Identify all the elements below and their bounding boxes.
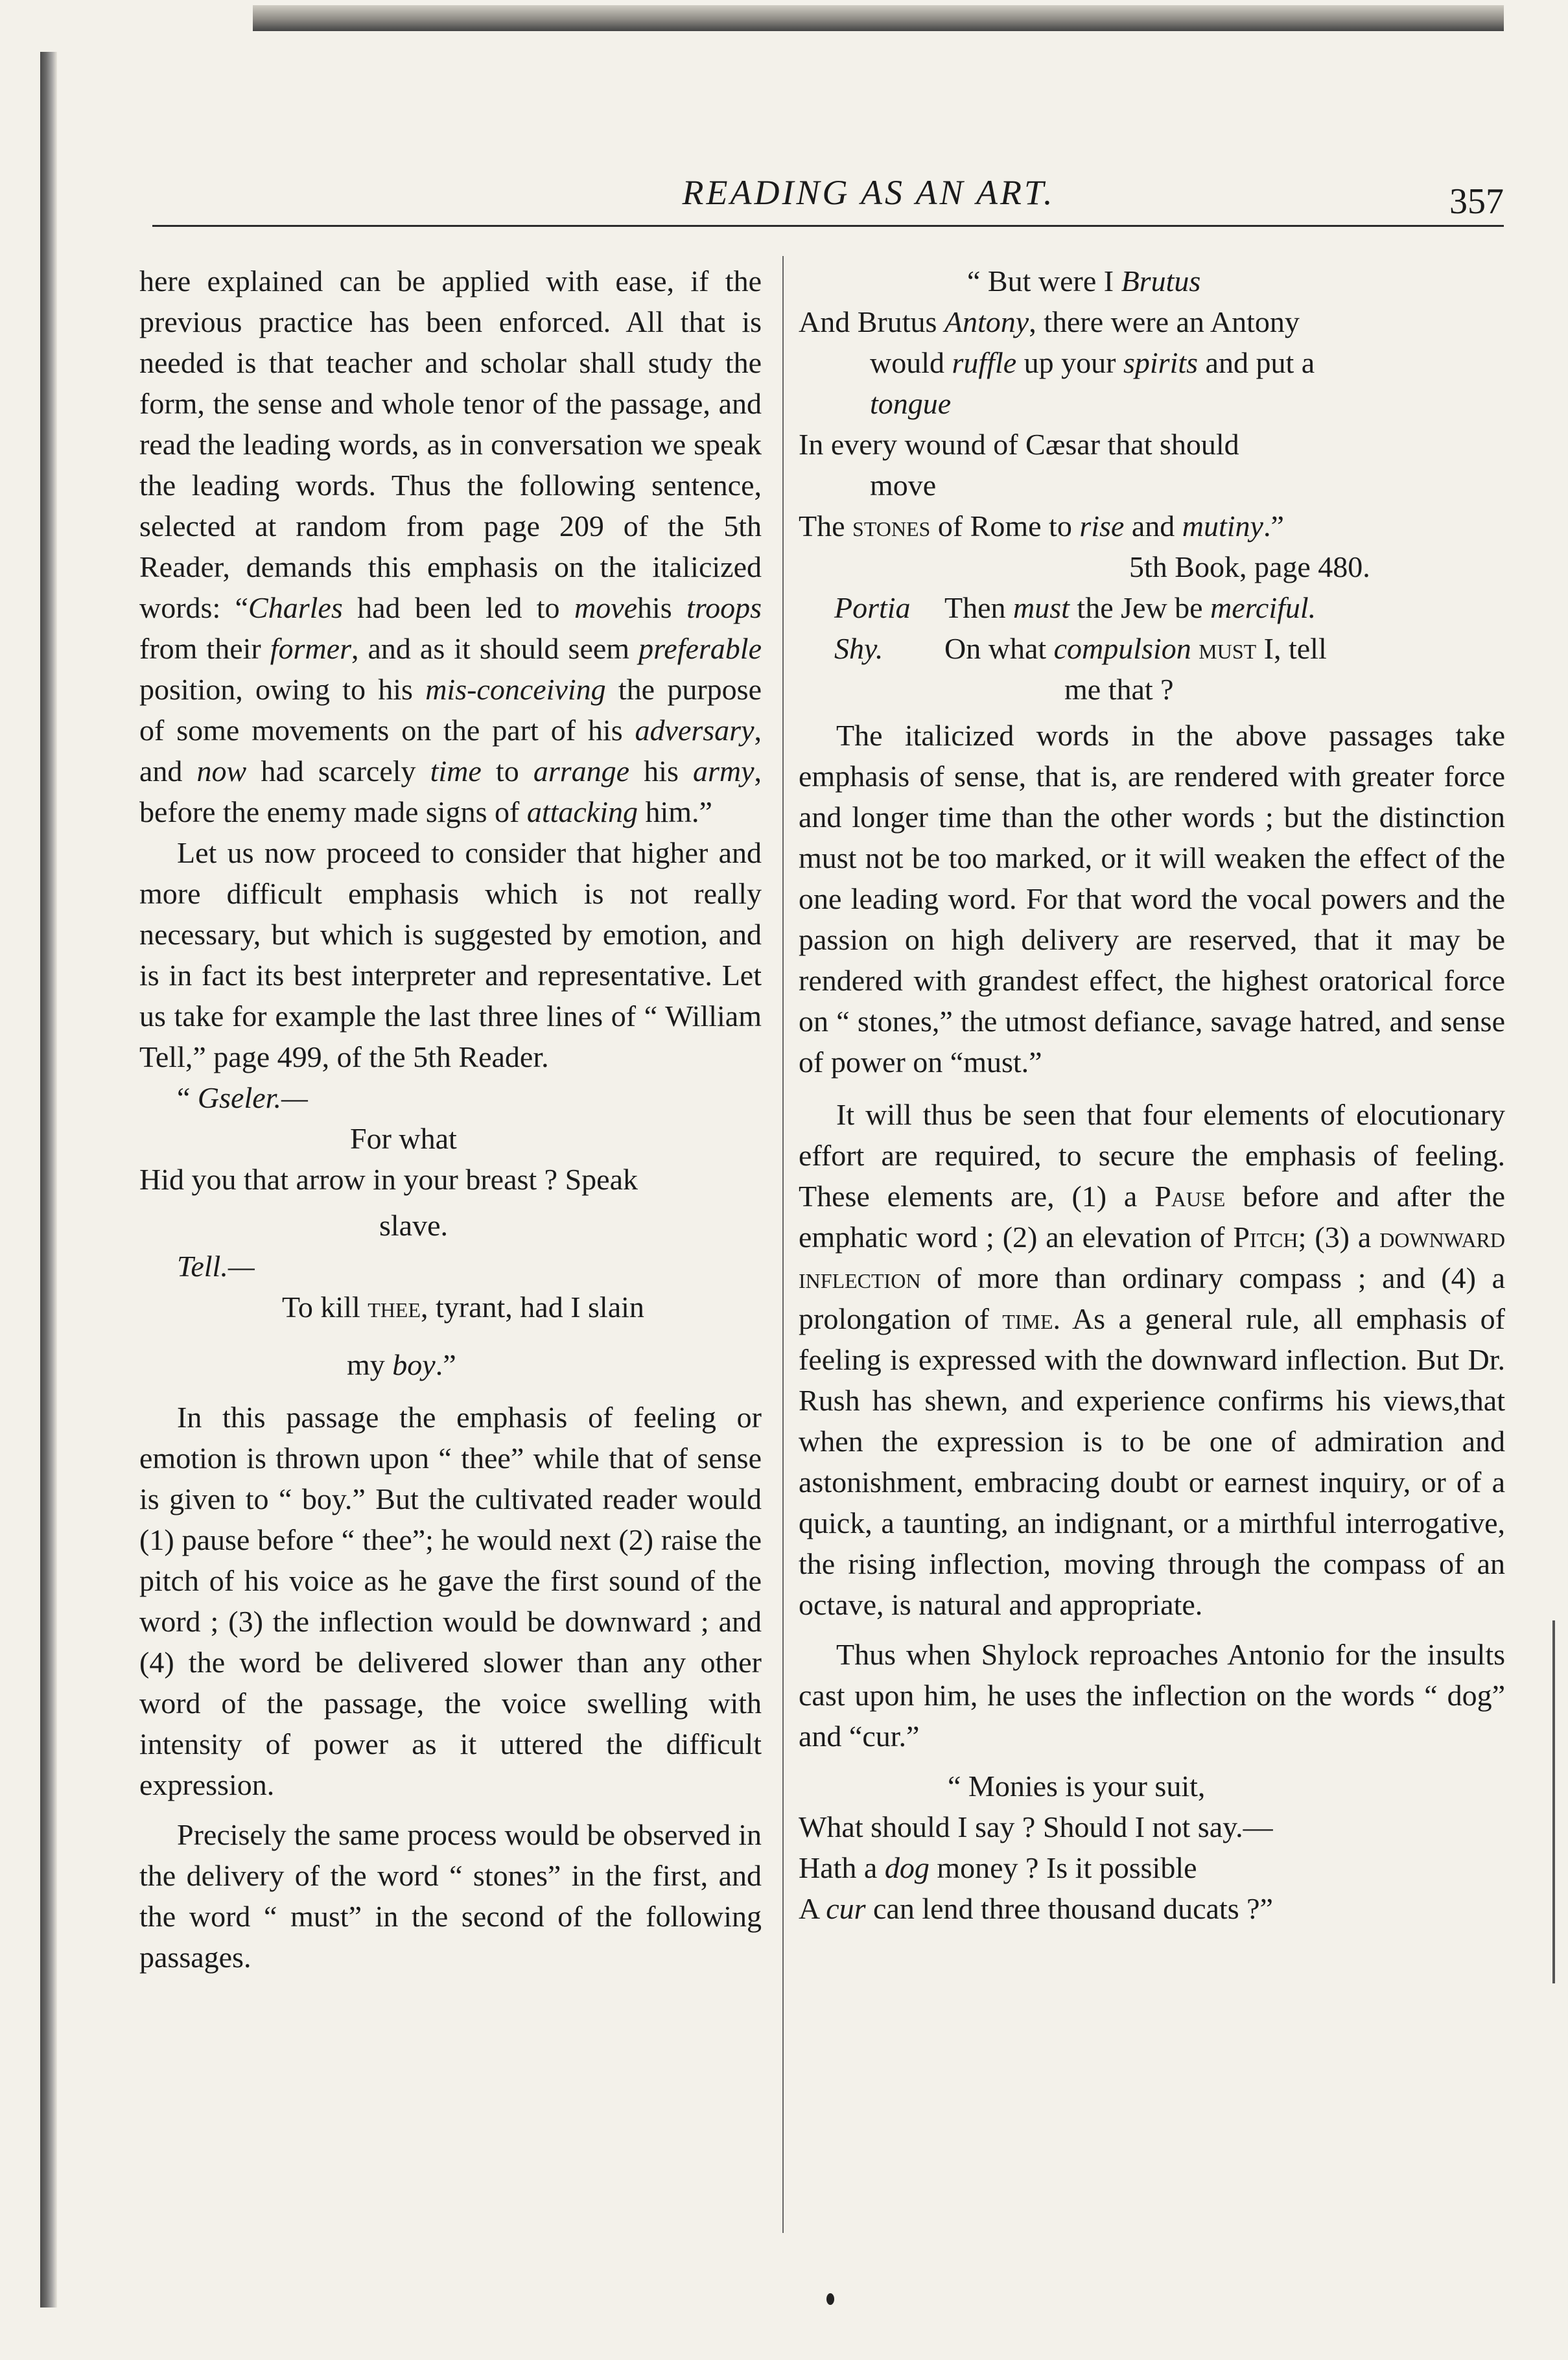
left-paragraph-4: Precisely the same process would be observed in the delivery of the word “ stones” in the first, and the word “ must” in the second of the following passages. <box>139 1818 762 1974</box>
small-caps-word: Pitch <box>1233 1221 1298 1254</box>
verse-text: To kill <box>282 1291 368 1324</box>
scan-binding-edge <box>40 52 57 2307</box>
speaker-name: Tell.— <box>177 1250 255 1283</box>
italic-word: must <box>1013 591 1070 624</box>
italic-word: spirits <box>1123 346 1199 379</box>
italic-word: dog <box>884 1851 930 1884</box>
quote-text: had scarcely <box>246 754 430 788</box>
page-header <box>152 165 1504 237</box>
italic-word: army <box>692 754 755 788</box>
quote-text: the purpose of some movements on the part of his <box>139 673 762 747</box>
speaker-name: Shy. <box>834 632 883 665</box>
verse-text: money ? Is it possible <box>929 1851 1197 1884</box>
verse-line: slave. <box>379 1209 449 1242</box>
verse-line <box>799 342 1505 383</box>
verse-line <box>799 628 1505 669</box>
shylock-verse <box>799 1766 1505 1929</box>
speaker-name: Portia <box>834 591 911 624</box>
small-caps-word: thee <box>368 1291 421 1324</box>
quote-text: his <box>629 754 693 788</box>
italic-word: cur <box>826 1892 866 1925</box>
quote-mark: “ <box>177 1081 198 1114</box>
header-rule <box>152 225 1504 227</box>
italic-word: time <box>430 754 482 788</box>
left-paragraph-1 <box>139 261 762 832</box>
verse-line <box>799 383 1505 424</box>
quote-text: position, owing to his <box>139 673 426 706</box>
verse-line <box>799 1888 1505 1929</box>
italic-word: troops <box>686 591 762 624</box>
small-caps-word: time <box>1002 1302 1053 1335</box>
verse-line: “ Monies is your suit, <box>948 1770 1206 1803</box>
verse-text: .” <box>435 1348 456 1381</box>
italic-word: compulsion <box>1053 632 1191 665</box>
paragraph-gap <box>799 1625 1505 1634</box>
quote-text: to <box>481 754 533 788</box>
italic-word: Charles <box>248 591 343 624</box>
paragraph-text: before and after the emphatic word ; (2) an elevation of <box>799 1180 1505 1254</box>
verse-text: A <box>799 1892 826 1925</box>
italic-word: merciful. <box>1210 591 1316 624</box>
verse-text: and <box>1124 509 1182 543</box>
right-paragraph-1: The italicized words in the above passages take emphasis of sense, that is, are rendered with greater force and longer time than the other words ; but the distinction must not be too marked, or it will weaken the effect of the one leading word. For that word the vocal powers and the passion on high delivery are reserved, that it may be rendered with grandest effect, the highest oratorical force on “ stones,” the utmost defiance, savage hatred, and sense of power on “must.” <box>799 719 1505 1079</box>
quote-text: his <box>637 591 687 624</box>
verse-text: And Brutus <box>799 305 944 338</box>
verse-line <box>139 1344 762 1385</box>
quote-text: from their <box>139 632 270 665</box>
verse-line: Hid you that arrow in your breast ? Speak <box>139 1163 638 1196</box>
italic-word: preferable <box>638 632 762 665</box>
verse-line <box>139 1287 762 1327</box>
verse-line: What should I say ? Should I not say.— <box>799 1810 1273 1843</box>
quote-text: , before the enemy made signs of <box>139 754 762 828</box>
verse-line: In every wound of Cæsar that should <box>799 428 1239 461</box>
verse-line <box>799 301 1505 342</box>
verse-text: I, tell <box>1256 632 1327 665</box>
scan-top-edge <box>253 5 1504 31</box>
verse-text: , there were an Antony <box>1029 305 1300 338</box>
right-column <box>799 261 1505 1929</box>
verse-text: up your <box>1016 346 1123 379</box>
quote-text: , and as it should seem <box>351 632 639 665</box>
verse-text: “ But were I <box>967 264 1121 298</box>
column-divider <box>782 256 784 2233</box>
left-paragraph-2: Let us now proceed to consider that higher and more difficult emphasis which is not really necessary, but which is suggested by emotion, and is in fact its best interpreter and representative. Let us take for example the last three lines of “ William Tell,” page 499, of the 5th Reader. <box>139 836 762 1073</box>
verse-text: would <box>870 346 952 379</box>
verse-text: Then <box>944 591 1014 624</box>
italic-word: boy <box>392 1348 436 1381</box>
italic-word: now <box>196 754 247 788</box>
italic-word: rise <box>1079 509 1125 543</box>
left-column <box>139 261 762 1978</box>
italic-word: adversary <box>635 714 755 747</box>
quote-text: had been led to <box>342 591 574 624</box>
verse-line <box>799 587 1505 628</box>
caesar-verse <box>799 261 1505 587</box>
paragraph-gap <box>139 1805 762 1814</box>
paragraph-text: of more than ordinary compass ; and (4) a prolongation of <box>799 1261 1505 1335</box>
scan-right-edge <box>1552 1620 1555 1983</box>
verse-text: , tyrant, had I slain <box>420 1291 644 1324</box>
verse-text: the Jew be <box>1069 591 1211 624</box>
verse-line <box>139 1246 762 1287</box>
paragraph-gap <box>799 710 1505 715</box>
merchant-verse <box>799 587 1505 710</box>
italic-word: ruffle <box>952 346 1017 379</box>
verse-text: Hath a <box>799 1851 885 1884</box>
italic-word: mis-conceiving <box>425 673 606 706</box>
verse-line: move <box>870 469 937 502</box>
small-caps-word: Pause <box>1154 1180 1226 1213</box>
italic-word: arrange <box>533 754 630 788</box>
right-paragraph-2 <box>799 1094 1505 1625</box>
verse-text: my <box>347 1348 393 1381</box>
italic-word: Antony <box>944 305 1029 338</box>
right-paragraph-3: Thus when Shylock reproaches Antonio for the insults cast upon him, he uses the inflection on the words “ dog” and “cur.” <box>799 1638 1505 1753</box>
verse-line <box>799 506 1505 546</box>
italic-word: attacking <box>526 795 638 828</box>
tell-verse <box>139 1077 762 1385</box>
left-paragraph-3: In this passage the emphasis of feeling or emotion is thrown upon “ thee” while that of sense is given to “ boy.” But the cultivated reader would (1) pause before “ thee”; he would next (2) raise the pitch of his voice as he gave the first sound of the word ; (3) the inflection would be downward ; and (4) the word be delivered slower than any other word of the passage, the voice swelling with intensity of power as it uttered the difficult expression. <box>139 1401 762 1801</box>
small-caps-word: stones <box>852 509 931 543</box>
speaker-name: Gseler.— <box>197 1081 308 1114</box>
verse-line <box>139 1077 762 1118</box>
verse-line: For what <box>350 1122 457 1155</box>
paragraph-text: It will thus be seen that four elements of elocutionary effort are required, to secure the emphasis of feeling. These elements are, (1) a <box>799 1098 1505 1213</box>
quote-text: him.” <box>638 795 712 828</box>
verse-text: of Rome to <box>930 509 1080 543</box>
page-number: 357 <box>1449 181 1504 222</box>
scan-speck <box>826 2293 834 2305</box>
paragraph-text: . As a general rule, all emphasis of feeling is expressed with the downward inflection. But Dr. Rush has shewn, and experience confirms his views,that when the expression is to be one of admiration and astonishment, embracing doubt or earnest inquiry, or of a quick, a taunting, an indignant, or a mirthful interrogative, the rising inflection, moving through the compass of an octave, is natural and appropriate. <box>799 1302 1505 1621</box>
small-caps-word: downward inflection <box>799 1221 1505 1294</box>
running-head: READING AS AN ART. <box>682 173 1055 212</box>
italic-word: move <box>574 591 638 624</box>
verse-line: me that ? <box>1064 673 1174 706</box>
italic-word: former <box>270 632 351 665</box>
italic-word: Brutus <box>1121 264 1201 298</box>
italic-word: tongue <box>870 387 952 420</box>
verse-text: and put a <box>1198 346 1315 379</box>
small-caps-word: must <box>1191 632 1257 665</box>
verse-text: The <box>799 509 853 543</box>
italic-word: mutiny <box>1182 509 1263 543</box>
paragraph-gap <box>799 1082 1505 1094</box>
paragraph-text: ; (3) a <box>1298 1221 1380 1254</box>
verse-source: 5th Book, page 480. <box>1129 550 1370 583</box>
verse-text: .” <box>1263 509 1284 543</box>
verse-text: can lend three thousand ducats ?” <box>865 1892 1273 1925</box>
verse-line <box>799 261 1505 301</box>
quote-text: , and <box>139 714 762 788</box>
verse-text: On what <box>944 632 1054 665</box>
verse-line <box>799 1847 1505 1888</box>
paragraph-text: here explained can be applied with ease, if the previous practice has been enforced. All that is needed is that teacher and scholar shall study the form, the sense and whole tenor of the passage, and read the leading words, as in conversation we speak the leading words. Thus the following sentence, selected at random from page 209 of the 5th Reader, demands this emphasis on the italicized words: “ <box>139 264 762 624</box>
